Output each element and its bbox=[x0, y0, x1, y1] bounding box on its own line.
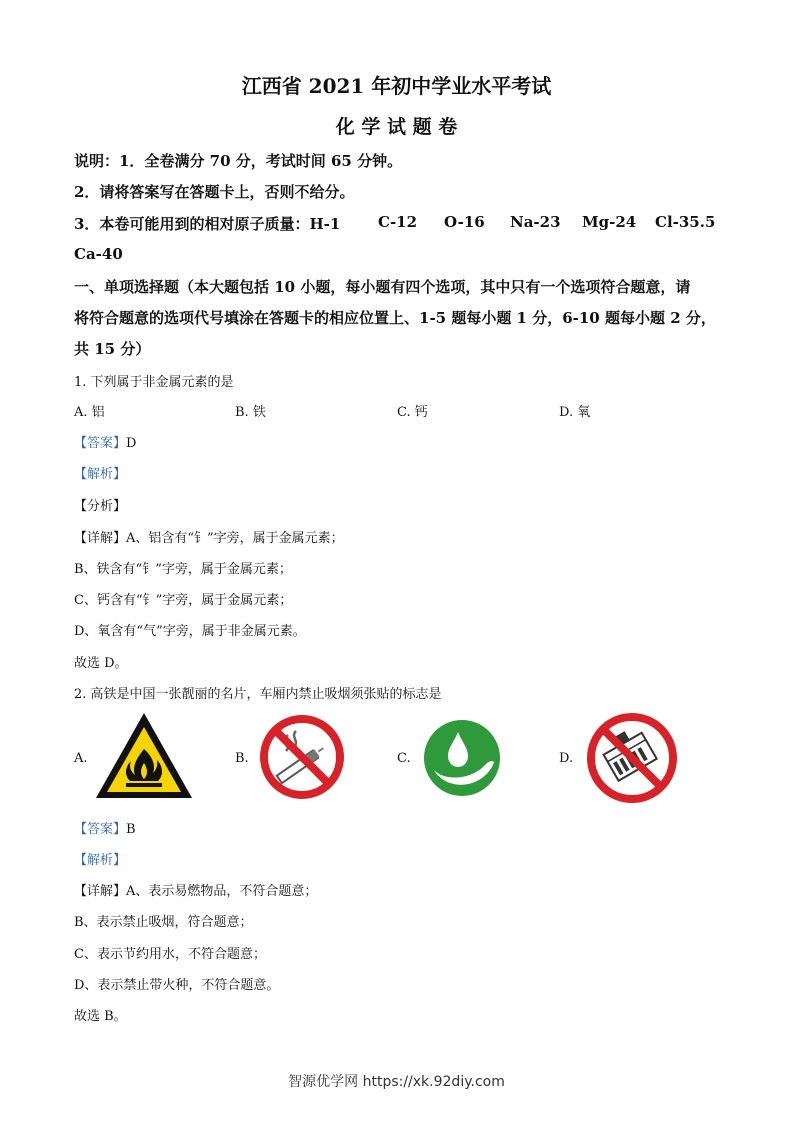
no-fire-source-icon bbox=[585, 711, 679, 805]
no-smoking-icon bbox=[258, 713, 346, 801]
paper-subtitle: 化 学 试 题 卷 bbox=[335, 116, 458, 138]
q1-answer-value: D bbox=[126, 436, 137, 451]
atomic-mass-cl: Cl-35.5 bbox=[655, 213, 716, 231]
atomic-mass-c: C-12 bbox=[378, 213, 418, 231]
q2-conclusion: 故选 B。 bbox=[74, 1009, 127, 1024]
q2-analysis-label: 【解析】 bbox=[74, 853, 127, 868]
water-saving-icon bbox=[422, 718, 502, 798]
instruction-line-1: 说明：1．全卷满分 70 分，考试时间 65 分钟。 bbox=[74, 152, 403, 170]
q1-stem: 1. 下列属于非金属元素的是 bbox=[74, 375, 234, 390]
atomic-mass-o: O-16 bbox=[444, 213, 485, 231]
q2-answer-row bbox=[74, 818, 136, 837]
q1-detail-line-3: C、钙含有“钅”字旁，属于金属元素； bbox=[74, 593, 293, 608]
instruction-line-2: 2．请将答案写在答题卡上，否则不给分。 bbox=[74, 183, 355, 201]
section-heading-line-2: 将符合题意的选项代号填涂在答题卡的相应位置上、1-5 题每小题 1 分，6-10 题每小题 2 分， bbox=[74, 309, 716, 327]
q1-answer-row bbox=[74, 432, 136, 451]
footer-watermark: 智源优学网 https://xk.92diy.com bbox=[288, 1074, 505, 1090]
q2-detail-line-4: D、表示禁止带火种，不符合题意。 bbox=[74, 978, 280, 993]
q2-stem: 2. 高铁是中国一张靓丽的名片，车厢内禁止吸烟须张贴的标志是 bbox=[74, 687, 442, 702]
q2-detail-line-1: 【详解】A、表示易燃物品，不符合题意； bbox=[74, 884, 318, 899]
q2-detail-line-2: B、表示禁止吸烟，符合题意； bbox=[74, 915, 253, 930]
q1-option-d: D. 氧 bbox=[559, 405, 591, 420]
q1-detail-line-1: 【详解】A、铝含有“钅”字旁，属于金属元素； bbox=[74, 531, 344, 546]
instruction-line-4: Ca-40 bbox=[74, 245, 123, 263]
atomic-mass-mg: Mg-24 bbox=[582, 213, 637, 231]
q2-option-c-label: C. bbox=[397, 751, 411, 766]
q2-detail-line-3: C、表示节约用水，不符合题意； bbox=[74, 947, 266, 962]
q1-option-b: B. 铁 bbox=[235, 405, 266, 420]
q2-answer-value: B bbox=[126, 822, 136, 837]
flammable-warning-icon bbox=[94, 711, 194, 801]
q2-answer-label: 【答案】 bbox=[74, 822, 127, 837]
q1-fenxi-label: 【分析】 bbox=[74, 499, 127, 514]
atomic-mass-na: Na-23 bbox=[510, 213, 561, 231]
exam-title: 江西省 2021 年初中学业水平考试 bbox=[241, 74, 552, 98]
q1-detail-line-2: B、铁含有“钅”字旁，属于金属元素； bbox=[74, 562, 292, 577]
q1-detail-line-4: D、氧含有“气”字旁，属于非金属元素。 bbox=[74, 624, 306, 639]
q1-answer-label: 【答案】 bbox=[74, 436, 127, 451]
section-heading-line-3: 共 15 分） bbox=[74, 340, 151, 358]
q2-option-d-label: D. bbox=[559, 751, 574, 766]
q2-option-a-label: A. bbox=[74, 751, 88, 766]
q1-option-a: A. 铝 bbox=[74, 405, 105, 420]
q2-option-b-label: B. bbox=[235, 751, 249, 766]
instruction-line-3: 3．本卷可能用到的相对原子质量：H-1 bbox=[74, 215, 341, 233]
section-heading-line-1: 一、单项选择题（本大题包括 10 小题，每小题有四个选项，其中只有一个选项符合题意，请 bbox=[74, 278, 691, 296]
q1-analysis-label: 【解析】 bbox=[74, 467, 127, 482]
q1-option-c: C. 钙 bbox=[397, 405, 428, 420]
q1-conclusion: 故选 D。 bbox=[74, 656, 128, 671]
